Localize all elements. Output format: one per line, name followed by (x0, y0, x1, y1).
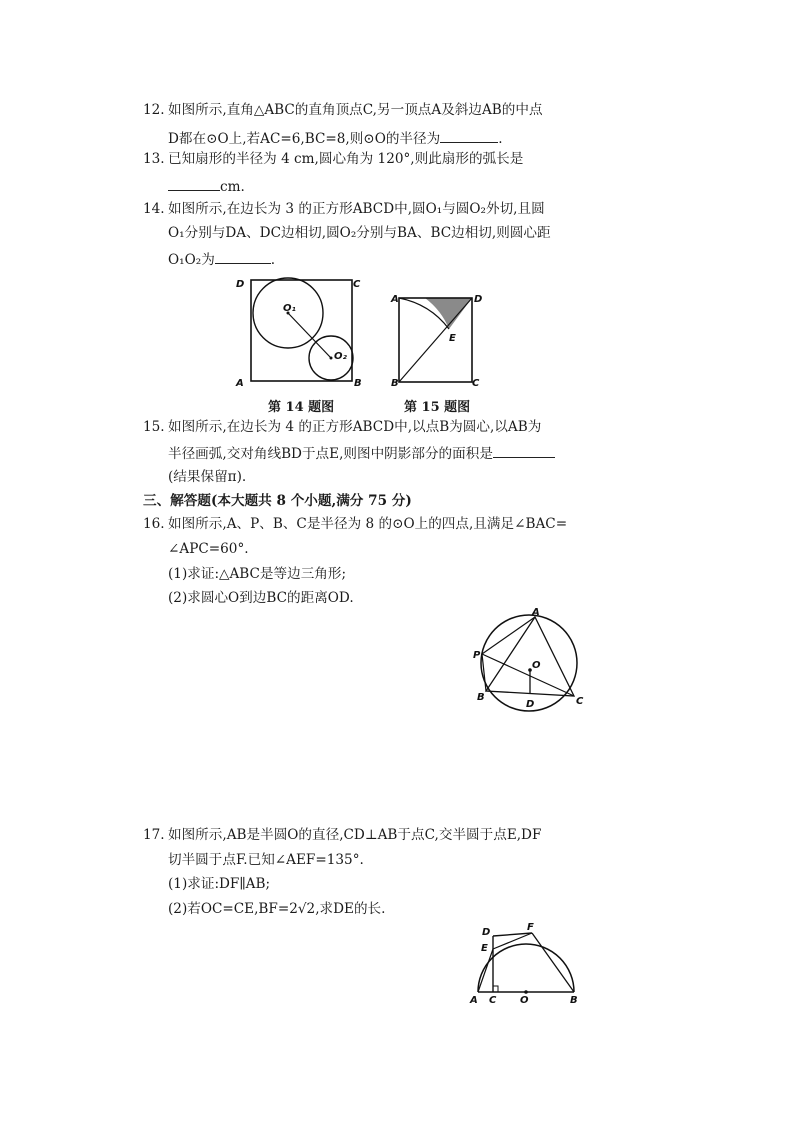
problem-13-unit: cm. (220, 179, 245, 195)
label-b: B (354, 378, 362, 389)
right-angle-mark (493, 986, 498, 992)
problem-15-line-2-text: 半径画弧,交对角线BD于点E,则图中阴影部分的面积是 (168, 446, 493, 462)
label-e: E (481, 943, 488, 954)
problem-16-line-2: ∠APC=60°. (168, 541, 249, 557)
label-c: C (576, 696, 584, 707)
label-b: B (570, 995, 578, 1006)
problem-15-line-3: (结果保留π). (168, 469, 247, 485)
problem-17-part-2: (2)若OC=CE,BF=2√2,求DE的长. (168, 901, 386, 917)
problem-14-line-1: 如图所示,在边长为 3 的正方形ABCD中,圆O₁与圆O₂外切,且圆 (168, 201, 545, 217)
label-c: C (353, 279, 361, 290)
label-d: D (474, 294, 483, 305)
label-b: B (391, 378, 399, 389)
problem-16-part-2: (2)求圆心O到边BC的距离OD. (168, 590, 354, 606)
problem-12-line-1: 如图所示,直角△ABC的直角顶点C,另一顶点A及斜边AB的中点 (168, 102, 543, 118)
label-a: A (532, 607, 540, 618)
figure-15 (388, 288, 488, 388)
problem-16-number: 16. (143, 516, 165, 532)
problem-15-number: 15. (143, 419, 165, 435)
problem-12-number: 12. (143, 102, 165, 118)
answer-blank (440, 129, 498, 143)
problem-14-line-3 (168, 250, 275, 268)
figure-17 (462, 922, 592, 1012)
point-o (524, 990, 528, 994)
segment-ae (478, 949, 493, 992)
label-f: F (527, 922, 534, 933)
problem-13-number: 13. (143, 151, 165, 167)
answer-blank (215, 250, 271, 264)
answer-blank (168, 177, 220, 191)
problem-12-line-2 (168, 129, 503, 147)
label-d: D (526, 699, 535, 710)
label-o2: O₂ (334, 351, 347, 362)
figure-16 (470, 607, 590, 715)
problem-16-line-1: 如图所示,A、P、B、C是半径为 8 的⊙O上的四点,且满足∠BAC= (168, 516, 568, 532)
point-o2 (330, 357, 333, 360)
segment-bf (532, 933, 574, 992)
label-p: P (473, 650, 481, 661)
figure-14-caption: 第 14 题图 (268, 400, 335, 415)
label-c: C (472, 378, 480, 389)
label-b: B (477, 692, 485, 703)
circle-o (481, 615, 577, 711)
label-o1: O₁ (283, 303, 296, 314)
problem-17-number: 17. (143, 827, 165, 843)
label-c: C (489, 995, 497, 1006)
problem-17-part-1: (1)求证:DF∥AB; (168, 876, 271, 892)
problem-13-line-1: 已知扇形的半径为 4 cm,圆心角为 120°,则此扇形的弧长是 (168, 151, 524, 167)
figure-15-caption: 第 15 题图 (404, 400, 471, 415)
label-o: O (520, 995, 529, 1006)
label-a: A (470, 995, 478, 1006)
label-a: A (236, 378, 244, 389)
problem-16-part-1: (1)求证:△ABC是等边三角形; (168, 566, 347, 582)
label-a: A (391, 294, 399, 305)
answer-blank (493, 444, 555, 458)
problem-12-line-2-text: D都在⊙O上,若AC=6,BC=8,则⊙O的半径为 (168, 131, 441, 147)
problem-13-line-2 (168, 177, 245, 195)
problem-12-line-2-end: . (498, 131, 503, 147)
section-heading: 三、解答题(本大题共 8 个小题,满分 75 分) (143, 493, 412, 509)
label-d: D (482, 927, 491, 938)
segment-pc (482, 654, 574, 696)
problem-15-line-2 (168, 444, 555, 462)
figure-14 (232, 272, 362, 392)
diagonal-bd (399, 298, 472, 382)
label-e: E (449, 333, 456, 344)
problem-14-line-3-end: . (270, 252, 276, 268)
problem-14-number: 14. (143, 201, 165, 217)
problem-15-line-1: 如图所示,在边长为 4 的正方形ABCD中,以点B为圆心,以AB为 (168, 419, 542, 435)
square-abcd (251, 280, 352, 381)
problem-14-line-2: O₁分别与DA、DC边相切,圆O₂分别与BA、BC边相切,则圆心距 (168, 225, 551, 241)
problem-14-line-3-text: O₁O₂为 (168, 252, 215, 268)
label-d: D (236, 279, 245, 290)
label-o: O (532, 660, 541, 671)
problem-17-line-1: 如图所示,AB是半圆O的直径,CD⊥AB于点C,交半圆于点E,DF (168, 827, 542, 843)
problem-17-line-2: 切半圆于点F.已知∠AEF=135°. (168, 852, 364, 868)
